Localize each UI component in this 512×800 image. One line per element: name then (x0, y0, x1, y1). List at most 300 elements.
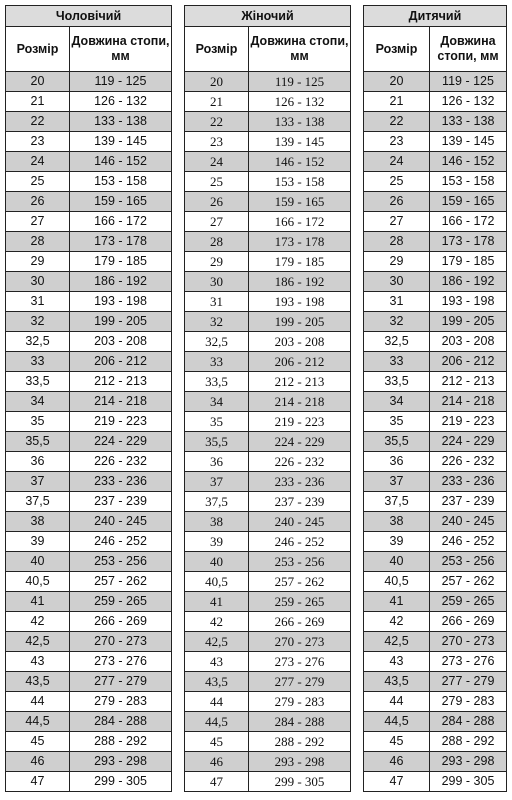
size-cell: 41 (6, 592, 70, 612)
size-cell: 35 (6, 412, 70, 432)
size-cell: 32,5 (185, 332, 249, 352)
table-row (6, 692, 172, 712)
foot-length-cell: 270 - 273 (430, 632, 507, 652)
size-cell: 29 (6, 252, 70, 272)
table-row (364, 552, 507, 572)
table-row (6, 152, 172, 172)
table-row (6, 552, 172, 572)
size-cell: 40 (185, 552, 249, 572)
size-cell: 45 (6, 732, 70, 752)
foot-length-cell: 259 - 265 (430, 592, 507, 612)
size-cell: 28 (364, 232, 430, 252)
table-body (185, 72, 351, 792)
table-row (6, 512, 172, 532)
table-row (364, 172, 507, 192)
table-row (6, 92, 172, 112)
foot-length-cell: 240 - 245 (70, 512, 172, 532)
foot-length-cell: 179 - 185 (70, 252, 172, 272)
table-row (364, 92, 507, 112)
table-row (364, 672, 507, 692)
table-row (185, 512, 351, 532)
size-cell: 46 (364, 752, 430, 772)
size-cell: 20 (6, 72, 70, 92)
table-row (185, 412, 351, 432)
foot-length-cell: 246 - 252 (430, 532, 507, 552)
size-cell: 26 (364, 192, 430, 212)
table-row (185, 532, 351, 552)
table-title: Дитячий (364, 6, 507, 27)
table-row (6, 192, 172, 212)
foot-length-cell: 193 - 198 (70, 292, 172, 312)
table-row (6, 272, 172, 292)
size-cell: 42,5 (364, 632, 430, 652)
size-cell: 25 (6, 172, 70, 192)
table-row (185, 232, 351, 252)
table-row (6, 772, 172, 792)
size-cell: 36 (364, 452, 430, 472)
size-cell: 40 (364, 552, 430, 572)
foot-length-cell: 288 - 292 (249, 732, 351, 752)
foot-length-cell: 139 - 145 (430, 132, 507, 152)
foot-length-cell: 193 - 198 (249, 292, 351, 312)
table-row (185, 352, 351, 372)
table-row (185, 672, 351, 692)
foot-length-cell: 224 - 229 (430, 432, 507, 452)
size-cell: 35,5 (364, 432, 430, 452)
table-row (185, 552, 351, 572)
foot-length-cell: 257 - 262 (249, 572, 351, 592)
size-cell: 39 (364, 532, 430, 552)
foot-length-cell: 266 - 269 (70, 612, 172, 632)
foot-length-cell: 257 - 262 (430, 572, 507, 592)
size-cell: 42,5 (6, 632, 70, 652)
foot-length-cell: 173 - 178 (70, 232, 172, 252)
size-cell: 43 (185, 652, 249, 672)
table-row (185, 712, 351, 732)
size-cell: 46 (185, 752, 249, 772)
table-row (6, 72, 172, 92)
table-row (364, 232, 507, 252)
foot-length-cell: 284 - 288 (70, 712, 172, 732)
size-cell: 43,5 (185, 672, 249, 692)
size-cell: 24 (185, 152, 249, 172)
foot-length-cell: 212 - 213 (430, 372, 507, 392)
size-cell: 33 (185, 352, 249, 372)
size-cell: 21 (364, 92, 430, 112)
table-row (6, 452, 172, 472)
table-row (6, 612, 172, 632)
size-cell: 37 (364, 472, 430, 492)
foot-length-cell: 246 - 252 (249, 532, 351, 552)
foot-length-cell: 279 - 283 (70, 692, 172, 712)
foot-length-cell: 159 - 165 (70, 192, 172, 212)
foot-length-cell: 214 - 218 (430, 392, 507, 412)
foot-length-cell: 233 - 236 (249, 472, 351, 492)
foot-length-cell: 226 - 232 (249, 452, 351, 472)
table-row (364, 632, 507, 652)
table-row (6, 652, 172, 672)
table-row (364, 772, 507, 792)
foot-length-cell: 253 - 256 (430, 552, 507, 572)
size-cell: 30 (185, 272, 249, 292)
foot-length-cell: 279 - 283 (249, 692, 351, 712)
foot-length-cell: 159 - 165 (430, 192, 507, 212)
table-row (6, 492, 172, 512)
size-cell: 32,5 (6, 332, 70, 352)
table-row (6, 672, 172, 692)
foot-length-cell: 139 - 145 (249, 132, 351, 152)
size-cell: 22 (6, 112, 70, 132)
size-cell: 42,5 (185, 632, 249, 652)
table-row (364, 512, 507, 532)
foot-length-cell: 219 - 223 (430, 412, 507, 432)
foot-length-cell: 173 - 178 (430, 232, 507, 252)
foot-length-cell: 299 - 305 (430, 772, 507, 792)
table-row (6, 172, 172, 192)
table-row (364, 192, 507, 212)
table-row (6, 572, 172, 592)
foot-length-cell: 246 - 252 (70, 532, 172, 552)
size-cell: 25 (364, 172, 430, 192)
table-row (364, 452, 507, 472)
size-cell: 45 (185, 732, 249, 752)
size-cell: 40,5 (364, 572, 430, 592)
foot-length-cell: 186 - 192 (430, 272, 507, 292)
foot-length-cell: 179 - 185 (430, 252, 507, 272)
foot-length-cell: 257 - 262 (70, 572, 172, 592)
size-cell: 26 (6, 192, 70, 212)
foot-length-cell: 119 - 125 (430, 72, 507, 92)
table-row (185, 612, 351, 632)
foot-length-cell: 299 - 305 (249, 772, 351, 792)
size-cell: 43 (6, 652, 70, 672)
size-cell: 41 (185, 592, 249, 612)
size-cell: 42 (185, 612, 249, 632)
table-row (185, 192, 351, 212)
table-row (364, 532, 507, 552)
table-row (185, 332, 351, 352)
size-cell: 47 (364, 772, 430, 792)
size-cell: 35,5 (185, 432, 249, 452)
size-cell: 37,5 (364, 492, 430, 512)
foot-length-cell: 153 - 158 (70, 172, 172, 192)
table-row (6, 372, 172, 392)
foot-length-cell: 173 - 178 (249, 232, 351, 252)
size-cell: 31 (185, 292, 249, 312)
foot-length-cell: 146 - 152 (70, 152, 172, 172)
size-cell: 33,5 (185, 372, 249, 392)
size-cell: 44 (6, 692, 70, 712)
foot-length-cell: 299 - 305 (70, 772, 172, 792)
foot-length-cell: 186 - 192 (249, 272, 351, 292)
foot-length-cell: 126 - 132 (249, 92, 351, 112)
foot-length-cell: 277 - 279 (430, 672, 507, 692)
size-cell: 46 (6, 752, 70, 772)
table-row (364, 652, 507, 672)
table-row (185, 112, 351, 132)
foot-length-cell: 273 - 276 (249, 652, 351, 672)
table-row (6, 112, 172, 132)
table-row (185, 632, 351, 652)
table-row (364, 692, 507, 712)
foot-length-cell: 277 - 279 (70, 672, 172, 692)
table-row (185, 72, 351, 92)
table-row (6, 592, 172, 612)
table-row (6, 432, 172, 452)
size-cell: 20 (185, 72, 249, 92)
foot-length-cell: 288 - 292 (430, 732, 507, 752)
size-cell: 33 (364, 352, 430, 372)
foot-length-cell: 206 - 212 (430, 352, 507, 372)
size-column-header: Розмір (185, 27, 249, 72)
foot-length-column-header: Довжина стопи, мм (430, 27, 507, 72)
table-row (364, 132, 507, 152)
size-cell: 35 (364, 412, 430, 432)
table-row (185, 692, 351, 712)
size-cell: 28 (6, 232, 70, 252)
foot-length-cell: 279 - 283 (430, 692, 507, 712)
size-cell: 41 (364, 592, 430, 612)
table-row (185, 592, 351, 612)
foot-length-cell: 126 - 132 (430, 92, 507, 112)
table-row (364, 612, 507, 632)
foot-length-cell: 199 - 205 (430, 312, 507, 332)
table-row (364, 372, 507, 392)
foot-length-cell: 288 - 292 (70, 732, 172, 752)
foot-length-cell: 146 - 152 (249, 152, 351, 172)
table-row (185, 172, 351, 192)
foot-length-cell: 159 - 165 (249, 192, 351, 212)
size-cell: 32 (364, 312, 430, 332)
table-row (185, 92, 351, 112)
table-row (6, 332, 172, 352)
foot-length-cell: 293 - 298 (430, 752, 507, 772)
table-row (6, 392, 172, 412)
size-cell: 22 (185, 112, 249, 132)
size-cell: 30 (6, 272, 70, 292)
table-row (185, 292, 351, 312)
size-cell: 44,5 (185, 712, 249, 732)
foot-length-cell: 237 - 239 (70, 492, 172, 512)
size-cell: 39 (6, 532, 70, 552)
foot-length-cell: 259 - 265 (249, 592, 351, 612)
foot-length-cell: 199 - 205 (70, 312, 172, 332)
foot-length-cell: 119 - 125 (70, 72, 172, 92)
size-column-header: Розмір (364, 27, 430, 72)
size-cell: 42 (364, 612, 430, 632)
table-row (6, 412, 172, 432)
table-row (185, 492, 351, 512)
table-row (6, 352, 172, 372)
foot-length-cell: 179 - 185 (249, 252, 351, 272)
foot-length-cell: 253 - 256 (70, 552, 172, 572)
size-table-kids (363, 5, 507, 792)
foot-length-cell: 224 - 229 (249, 432, 351, 452)
foot-length-cell: 273 - 276 (70, 652, 172, 672)
size-cell: 27 (364, 212, 430, 232)
table-row (185, 372, 351, 392)
foot-length-cell: 270 - 273 (70, 632, 172, 652)
table-row (6, 312, 172, 332)
size-cell: 33,5 (6, 372, 70, 392)
table-row (6, 712, 172, 732)
foot-length-cell: 253 - 256 (249, 552, 351, 572)
size-cell: 34 (185, 392, 249, 412)
size-cell: 42 (6, 612, 70, 632)
size-cell: 44 (185, 692, 249, 712)
size-cell: 23 (185, 132, 249, 152)
size-cell: 37,5 (185, 492, 249, 512)
foot-length-cell: 266 - 269 (249, 612, 351, 632)
foot-length-cell: 203 - 208 (70, 332, 172, 352)
table-row (364, 272, 507, 292)
size-cell: 32 (185, 312, 249, 332)
size-cell: 21 (185, 92, 249, 112)
table-row (364, 492, 507, 512)
size-cell: 24 (364, 152, 430, 172)
foot-length-cell: 259 - 265 (70, 592, 172, 612)
foot-length-cell: 166 - 172 (430, 212, 507, 232)
size-cell: 44 (364, 692, 430, 712)
foot-length-cell: 146 - 152 (430, 152, 507, 172)
foot-length-cell: 166 - 172 (249, 212, 351, 232)
table-row (364, 752, 507, 772)
foot-length-cell: 237 - 239 (430, 492, 507, 512)
table-row (6, 532, 172, 552)
foot-length-cell: 206 - 212 (70, 352, 172, 372)
size-cell: 24 (6, 152, 70, 172)
foot-length-cell: 133 - 138 (249, 112, 351, 132)
table-row (6, 292, 172, 312)
foot-length-cell: 273 - 276 (430, 652, 507, 672)
foot-length-column-header: Довжина стопи, мм (70, 27, 172, 72)
table-row (6, 132, 172, 152)
size-cell: 30 (364, 272, 430, 292)
table-row (364, 392, 507, 412)
foot-length-cell: 284 - 288 (249, 712, 351, 732)
table-row (364, 472, 507, 492)
size-cell: 37 (185, 472, 249, 492)
size-cell: 25 (185, 172, 249, 192)
table-row (185, 432, 351, 452)
size-cell: 27 (6, 212, 70, 232)
table-row (185, 452, 351, 472)
table-row (364, 112, 507, 132)
size-cell: 39 (185, 532, 249, 552)
foot-length-cell: 119 - 125 (249, 72, 351, 92)
size-cell: 44,5 (364, 712, 430, 732)
size-cell: 23 (6, 132, 70, 152)
table-row (185, 472, 351, 492)
table-row (185, 572, 351, 592)
size-cell: 31 (6, 292, 70, 312)
table-row (6, 752, 172, 772)
foot-length-cell: 224 - 229 (70, 432, 172, 452)
table-row (6, 472, 172, 492)
size-cell: 38 (185, 512, 249, 532)
size-cell: 20 (364, 72, 430, 92)
size-cell: 35 (185, 412, 249, 432)
size-cell: 26 (185, 192, 249, 212)
table-row (364, 712, 507, 732)
foot-length-cell: 212 - 213 (249, 372, 351, 392)
size-table-men (5, 5, 172, 792)
table-row (364, 292, 507, 312)
table-row (364, 252, 507, 272)
size-cell: 40,5 (185, 572, 249, 592)
table-row (6, 232, 172, 252)
table-row (185, 392, 351, 412)
size-table-women (184, 5, 351, 792)
foot-length-cell: 270 - 273 (249, 632, 351, 652)
foot-length-cell: 266 - 269 (430, 612, 507, 632)
foot-length-cell: 199 - 205 (249, 312, 351, 332)
foot-length-cell: 233 - 236 (430, 472, 507, 492)
size-cell: 47 (185, 772, 249, 792)
size-cell: 37 (6, 472, 70, 492)
table-row (364, 592, 507, 612)
foot-length-cell: 219 - 223 (70, 412, 172, 432)
foot-length-cell: 166 - 172 (70, 212, 172, 232)
table-row (364, 212, 507, 232)
foot-length-cell: 240 - 245 (249, 512, 351, 532)
foot-length-cell: 226 - 232 (430, 452, 507, 472)
table-row (185, 732, 351, 752)
table-row (364, 352, 507, 372)
foot-length-cell: 277 - 279 (249, 672, 351, 692)
size-cell: 43,5 (6, 672, 70, 692)
table-row (364, 732, 507, 752)
size-cell: 40 (6, 552, 70, 572)
size-cell: 40,5 (6, 572, 70, 592)
table-row (185, 152, 351, 172)
foot-length-cell: 293 - 298 (70, 752, 172, 772)
size-cell: 27 (185, 212, 249, 232)
foot-length-cell: 212 - 213 (70, 372, 172, 392)
size-cell: 43,5 (364, 672, 430, 692)
foot-length-cell: 237 - 239 (249, 492, 351, 512)
foot-length-cell: 133 - 138 (70, 112, 172, 132)
table-row (185, 312, 351, 332)
table-title: Жіночий (185, 6, 351, 27)
table-row (364, 432, 507, 452)
size-cell: 36 (6, 452, 70, 472)
size-cell: 38 (6, 512, 70, 532)
size-cell: 29 (185, 252, 249, 272)
foot-length-cell: 284 - 288 (430, 712, 507, 732)
size-cell: 36 (185, 452, 249, 472)
table-row (185, 272, 351, 292)
size-cell: 34 (364, 392, 430, 412)
foot-length-cell: 219 - 223 (249, 412, 351, 432)
table-row (185, 212, 351, 232)
size-cell: 38 (364, 512, 430, 532)
foot-length-column-header: Довжина стопи, мм (249, 27, 351, 72)
size-cell: 29 (364, 252, 430, 272)
foot-length-cell: 226 - 232 (70, 452, 172, 472)
foot-length-cell: 293 - 298 (249, 752, 351, 772)
table-row (364, 312, 507, 332)
table-row (364, 72, 507, 92)
table-body (364, 72, 507, 792)
foot-length-cell: 133 - 138 (430, 112, 507, 132)
size-cell: 28 (185, 232, 249, 252)
size-cell: 34 (6, 392, 70, 412)
table-row (185, 252, 351, 272)
size-cell: 44,5 (6, 712, 70, 732)
size-cell: 47 (6, 772, 70, 792)
size-cell: 21 (6, 92, 70, 112)
